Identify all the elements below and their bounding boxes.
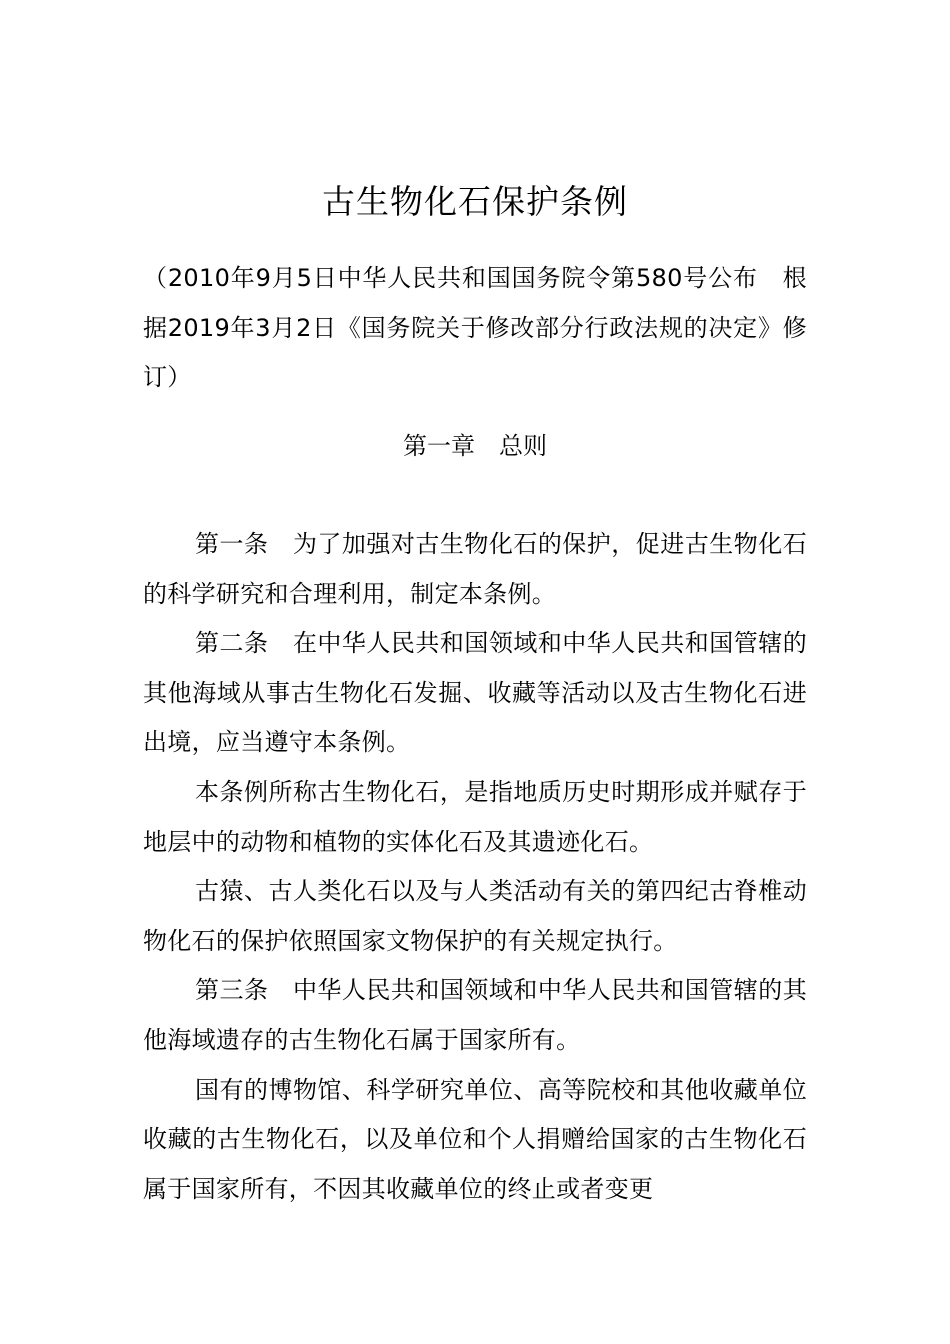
article-3-paragraph: 第三条 中华人民共和国领域和中华人民共和国管辖的其他海域遗存的古生物化石属于国家所有。 [143,976,807,1054]
article-2-definition-paragraph: 本条例所称古生物化石，是指地质历史时期形成并赋存于地层中的动物和植物的实体化石及其遗迹化石。 [143,777,807,856]
article-body [143,520,807,1214]
article-1-paragraph: 第一条 为了加强对古生物化石的保护，促进古生物化石的科学研究和合理利用，制定本条例。 [143,530,807,608]
article-2-paragraph: 第二条 在中华人民共和国领域和中华人民共和国管辖的其他海域从事古生物化石发掘、收藏等活动以及古生物化石进出境，应当遵守本条例。 [143,629,807,757]
article-3-collections-paragraph: 国有的博物馆、科学研究单位、高等院校和其他收藏单位收藏的古生物化石，以及单位和个人捐赠给国家的古生物化石属于国家所有，不因其收藏单位的终止或者变更 [143,1075,807,1203]
chapter-heading: 第一章 总则 [403,432,547,460]
article-2-exception-paragraph: 古猿、古人类化石以及与人类活动有关的第四纪古脊椎动物化石的保护依照国家文物保护的有关规定执行。 [143,877,807,955]
document-title: 古生物化石保护条例 [322,182,628,221]
promulgation-note: （2010年9月5日中华人民共和国国务院令第580号公布 根据2019年3月2日《国务院关于修改部分行政法规的决定》修订） [143,264,807,392]
